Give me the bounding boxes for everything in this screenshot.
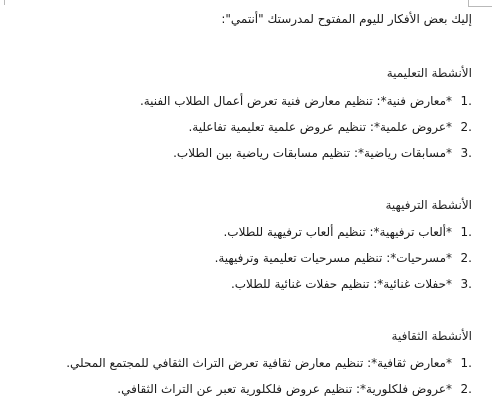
list-item-number: 1.: [460, 94, 472, 108]
page-corner-mark-left: [0, 0, 5, 5]
list-item: [215, 250, 472, 266]
list-item-number: 2.: [460, 251, 472, 265]
list-item: [231, 276, 472, 292]
page-corner-mark-right: [468, 0, 492, 7]
list-item-number: 1.: [460, 225, 472, 239]
list-item-text: *معارض فنية*: تنظيم معارض فنية تعرض أعمال الطلاب الفنية.: [139, 94, 452, 108]
list-item-text: *مسابقات رياضية*: تنظيم مسابقات رياضية بين الطلاب.: [173, 146, 452, 160]
list-item-number: 2.: [460, 382, 472, 396]
list-item-text: *عروض علمية*: تنظيم عروض علمية تعليمية تفاعلية.: [188, 120, 452, 134]
section-heading-educational: الأنشطة التعليمية: [386, 66, 472, 80]
list-item: [66, 355, 472, 371]
list-item: [173, 145, 472, 161]
section-heading-cultural: الأنشطة الثقافية: [391, 329, 472, 343]
list-item: [117, 381, 472, 397]
list-item: [223, 224, 472, 240]
list-item-text: *مسرحيات*: تنظيم مسرحيات تعليمية وترفيهية.: [214, 251, 452, 265]
section-heading-entertainment: الأنشطة الترفيهية: [385, 198, 472, 212]
intro-paragraph: إليك بعض الأفكار لليوم المفتوح لمدرستك "أنتمي":: [221, 12, 472, 26]
list-item-number: 3.: [460, 146, 472, 160]
list-item-text: *حفلات غنائية*: تنظيم حفلات غنائية للطلاب.: [230, 277, 452, 291]
list-item-number: 1.: [460, 356, 472, 370]
list-item-text: *عروض فلكلورية*: تنظيم عروض فلكلورية تعبر عن التراث الثقافي.: [117, 382, 452, 396]
list-item-text: *معارض ثقافية*: تنظيم معارض ثقافية تعرض التراث الثقافي للمجتمع المحلي.: [66, 356, 452, 370]
list-item-number: 3.: [460, 277, 472, 291]
list-item-number: 2.: [460, 120, 472, 134]
list-item: [140, 93, 472, 109]
list-item-text: *ألعاب ترفيهية*: تنظيم ألعاب ترفيهية للطلاب.: [223, 225, 452, 239]
list-item: [188, 119, 472, 135]
